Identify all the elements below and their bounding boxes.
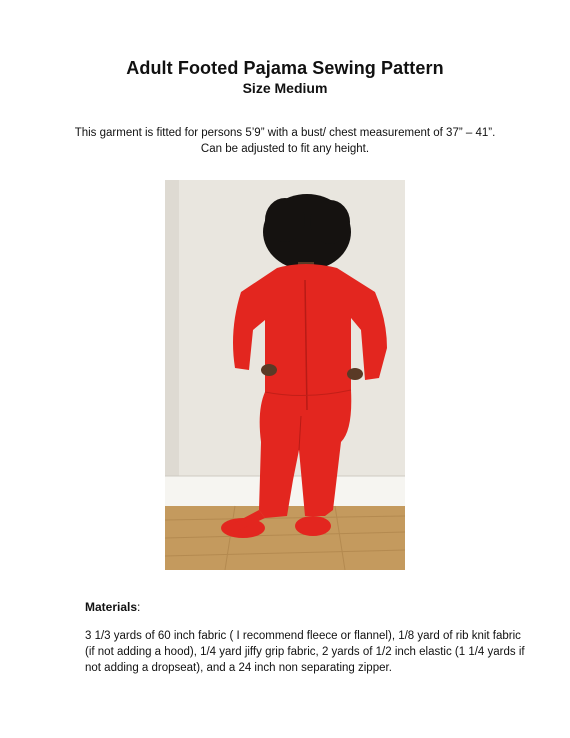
right-foot — [295, 516, 331, 536]
materials-heading-colon: : — [137, 600, 141, 614]
pajama-photo — [165, 180, 405, 570]
materials-line-3: not adding a dropseat), and a 24 inch non separating zipper. — [85, 662, 392, 674]
materials-heading-label: Materials — [85, 600, 138, 614]
intro-line-1: This garment is fitted for persons 5’9” with a bust/ chest measurement of 37” – 41”. — [74, 127, 496, 139]
right-hand — [347, 368, 363, 380]
materials-list — [85, 628, 525, 676]
materials-line-2: (if not adding a hood), 1/4 yard jiffy grip fabric, 2 yards of 1/2 inch elastic (1 1/4 yards if — [85, 646, 525, 658]
intro-text — [60, 125, 510, 157]
materials-line-1: 3 1/3 yards of 60 inch fabric ( I recommend fleece or flannel), 1/8 yard of rib knit fabric — [85, 630, 521, 642]
page-title: Adult Footed Pajama Sewing Pattern — [126, 58, 444, 78]
pajama-photo-illustration — [165, 180, 405, 570]
door-frame — [165, 180, 179, 480]
intro-line-2: Can be adjusted to fit any height. — [200, 143, 370, 155]
materials-heading — [85, 600, 140, 614]
page-subtitle: Size Medium — [242, 80, 328, 96]
left-hand — [261, 364, 277, 376]
